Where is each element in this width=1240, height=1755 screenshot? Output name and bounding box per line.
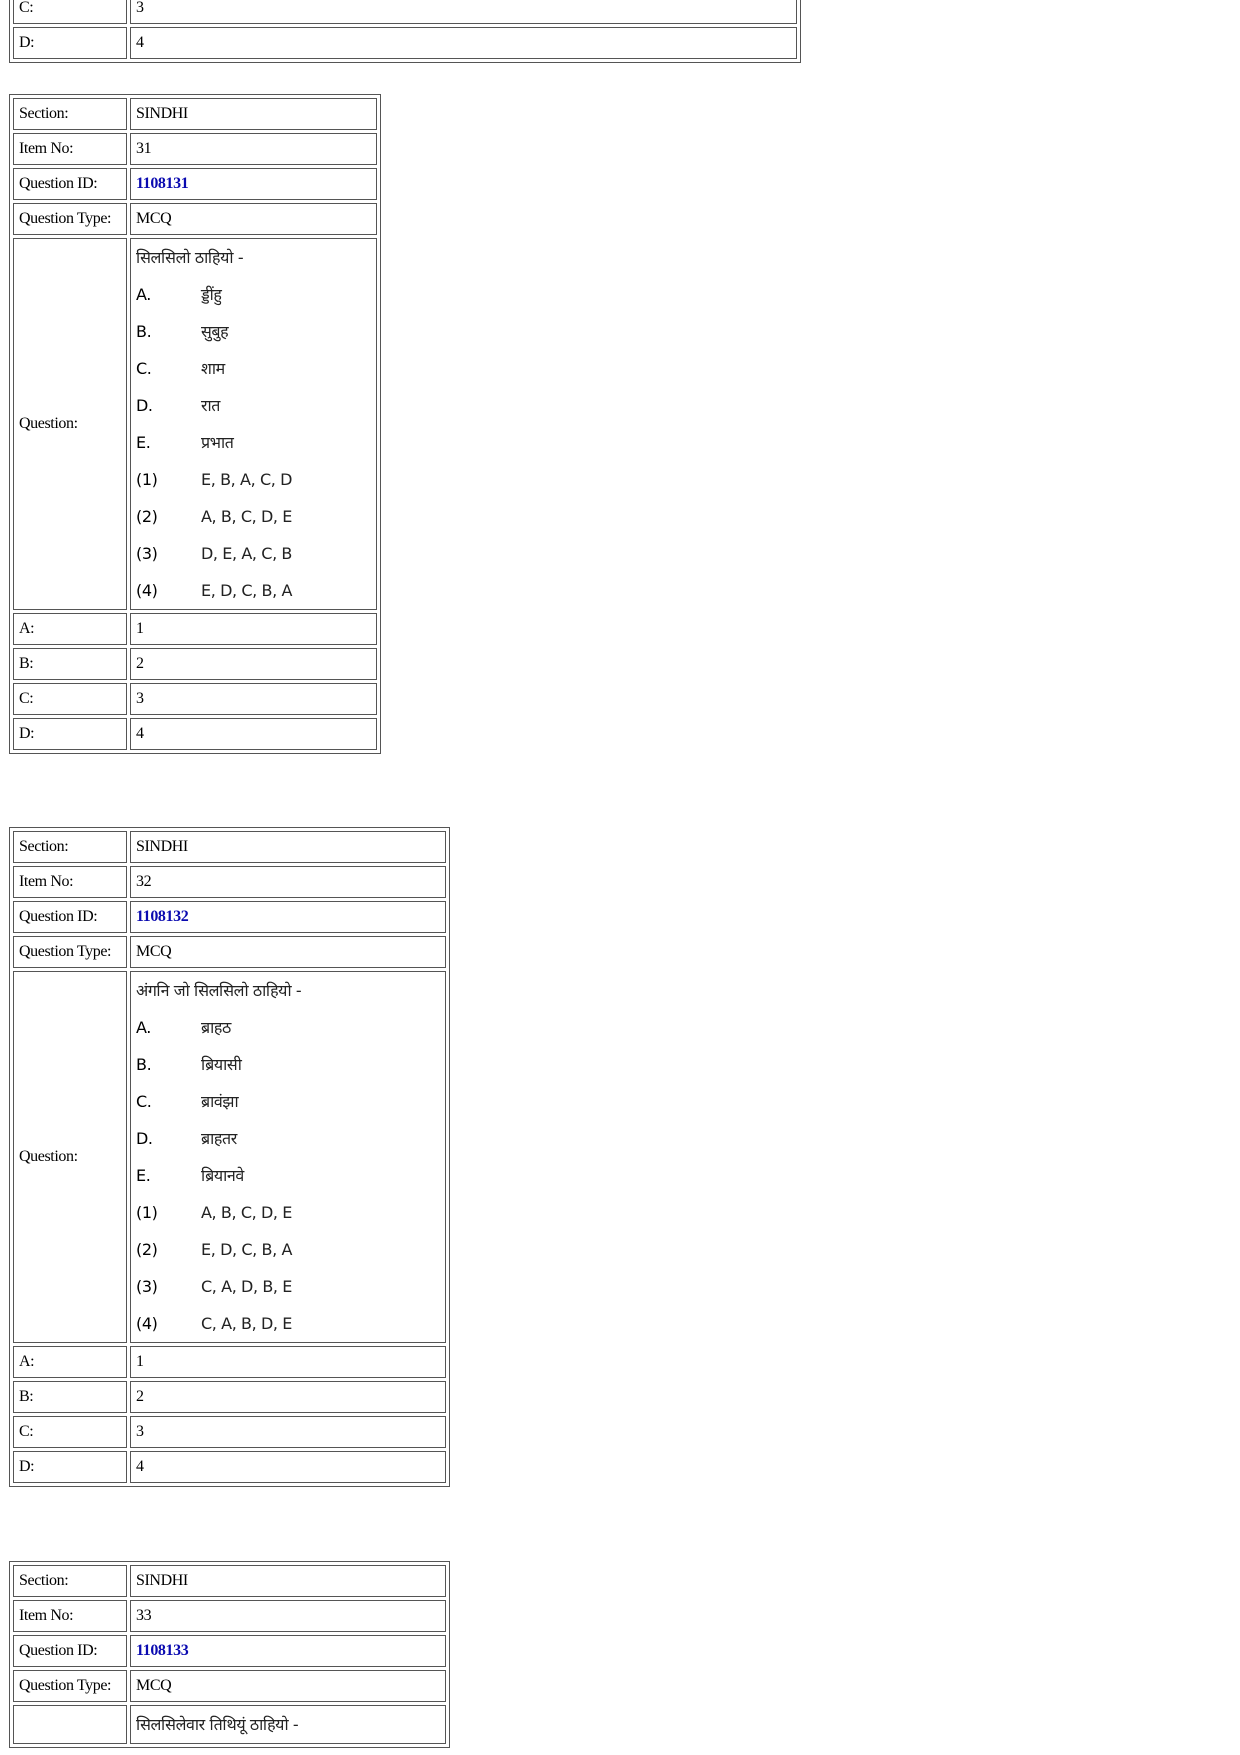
option-c-value: 3	[130, 0, 797, 24]
question-row	[13, 238, 377, 610]
answer-option: (2) A, B, C, D, E	[136, 507, 293, 526]
option-c-value: 3	[130, 1416, 446, 1448]
section-label: Section:	[13, 98, 127, 130]
section-label: Section:	[13, 831, 127, 863]
list-item: B. सुबुह	[136, 322, 229, 341]
answer-option: (1) A, B, C, D, E	[136, 1203, 293, 1222]
answer-option: (3) C, A, D, B, E	[136, 1277, 293, 1296]
question-id-value: 1108131	[130, 168, 377, 200]
list-item: E. ब्रियानवे	[136, 1166, 244, 1185]
question-stem: सिलसिलेवार तिथियूं ठाहियो -	[136, 1715, 299, 1734]
list-item: D. ब्राहतर	[136, 1129, 237, 1148]
option-a-value: 1	[130, 1346, 446, 1378]
question-type-value: MCQ	[130, 1670, 446, 1702]
option-b-value: 2	[130, 648, 377, 680]
option-b-row	[13, 648, 377, 680]
option-d-value: 4	[130, 718, 377, 750]
question-id-row	[13, 1635, 446, 1667]
section-row	[13, 831, 446, 863]
option-d-label: D:	[13, 1451, 127, 1483]
answer-option: (2) E, D, C, B, A	[136, 1240, 293, 1259]
option-b-label: B:	[13, 1381, 127, 1413]
question-id-row	[13, 901, 446, 933]
option-c-value: 3	[130, 683, 377, 715]
question-type-row	[13, 1670, 446, 1702]
question-id-row	[13, 168, 377, 200]
question-id-value: 1108133	[130, 1635, 446, 1667]
question-body	[130, 238, 377, 610]
list-item: E. प्रभात	[136, 433, 234, 452]
answer-option: (3) D, E, A, C, B	[136, 544, 293, 563]
question-id-label: Question ID:	[13, 901, 127, 933]
question-row	[13, 1705, 446, 1744]
question-stem: अंगनि जो सिलसिलो ठाहियो -	[136, 981, 302, 1000]
option-c-label: C:	[13, 683, 127, 715]
item-no-label: Item No:	[13, 1600, 127, 1632]
option-d-value: 4	[130, 1451, 446, 1483]
item-no-label: Item No:	[13, 866, 127, 898]
option-b-row	[13, 1381, 446, 1413]
option-d-row	[13, 1451, 446, 1483]
question-type-label: Question Type:	[13, 1670, 127, 1702]
question-row	[13, 971, 446, 1343]
option-b-value: 2	[130, 1381, 446, 1413]
question-id-label: Question ID:	[13, 168, 127, 200]
option-a-label: A:	[13, 613, 127, 645]
section-value: SINDHI	[130, 831, 446, 863]
question-body	[130, 971, 446, 1343]
question-id-label: Question ID:	[13, 1635, 127, 1667]
option-c-label: C:	[13, 1416, 127, 1448]
question-type-row	[13, 936, 446, 968]
answer-option: (4) C, A, B, D, E	[136, 1314, 293, 1333]
question-id-value: 1108132	[130, 901, 446, 933]
answer-option: (4) E, D, C, B, A	[136, 581, 293, 600]
option-d-row	[13, 27, 797, 59]
option-b-label: B:	[13, 648, 127, 680]
list-item: D. रात	[136, 396, 221, 415]
option-a-row	[13, 613, 377, 645]
question-table-32	[9, 827, 450, 1487]
option-c-row	[13, 1416, 446, 1448]
question-label: Question:	[13, 238, 127, 610]
question-label: Question:	[13, 971, 127, 1343]
option-c-row	[13, 683, 377, 715]
list-item: B. ब्रियासी	[136, 1055, 242, 1074]
item-no-row	[13, 133, 377, 165]
question-stem: सिलसिलो ठाहियो -	[136, 248, 244, 267]
question-type-label: Question Type:	[13, 936, 127, 968]
item-no-row	[13, 1600, 446, 1632]
option-d-row	[13, 718, 377, 750]
item-no-row	[13, 866, 446, 898]
list-item: A. ब्राहठ	[136, 1018, 231, 1037]
option-a-row	[13, 1346, 446, 1378]
option-c-row	[13, 0, 797, 24]
question-label	[13, 1705, 127, 1744]
option-d-label: D:	[13, 718, 127, 750]
option-a-value: 1	[130, 613, 377, 645]
option-d-label: D:	[13, 27, 127, 59]
section-value: SINDHI	[130, 98, 377, 130]
item-no-value: 33	[130, 1600, 446, 1632]
section-value: SINDHI	[130, 1565, 446, 1597]
section-row	[13, 1565, 446, 1597]
option-c-label: C:	[13, 0, 127, 24]
list-item: A. ड्डींहु	[136, 285, 222, 304]
question-type-value: MCQ	[130, 203, 377, 235]
list-item: C. ब्रावंझा	[136, 1092, 239, 1111]
list-item: C. शाम	[136, 359, 225, 378]
answer-option: (1) E, B, A, C, D	[136, 470, 293, 489]
question-type-row	[13, 203, 377, 235]
item-no-value: 31	[130, 133, 377, 165]
question-table-33	[9, 1561, 450, 1748]
section-row	[13, 98, 377, 130]
question-table-31	[9, 94, 381, 754]
question-type-label: Question Type:	[13, 203, 127, 235]
question-type-value: MCQ	[130, 936, 446, 968]
item-no-label: Item No:	[13, 133, 127, 165]
section-label: Section:	[13, 1565, 127, 1597]
item-no-value: 32	[130, 866, 446, 898]
question-table-prev	[9, 0, 801, 63]
option-d-value: 4	[130, 27, 797, 59]
question-body	[130, 1705, 446, 1744]
option-a-label: A:	[13, 1346, 127, 1378]
